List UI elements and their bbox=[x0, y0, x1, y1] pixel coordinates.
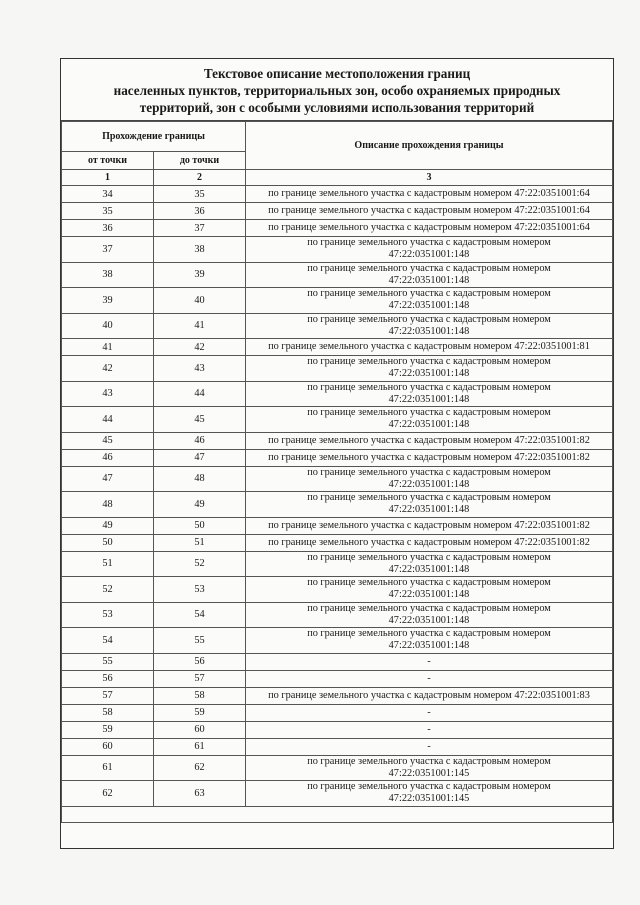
description-cell bbox=[246, 517, 613, 534]
description-line-1: по границе земельного участка с кадастровым номером 47:22:0351001:82 bbox=[268, 536, 590, 548]
description-cell bbox=[246, 466, 613, 492]
to-point-cell: 56 bbox=[154, 653, 246, 670]
description-cell bbox=[246, 534, 613, 551]
table-row bbox=[62, 653, 613, 670]
from-point-cell: 46 bbox=[62, 449, 154, 466]
from-point-cell: 60 bbox=[62, 738, 154, 755]
description-line-2: 47:22:0351001:145 bbox=[388, 793, 470, 805]
title-line-2: населенных пунктов, территориальных зон, особо охраняемых природных bbox=[113, 83, 561, 98]
description-cell bbox=[246, 602, 613, 628]
description-cell bbox=[246, 432, 613, 449]
description-cell bbox=[246, 237, 613, 263]
to-point-cell: 50 bbox=[154, 517, 246, 534]
description-line-2: 47:22:0351001:148 bbox=[388, 640, 470, 652]
description-line-1: по границе земельного участка с кадастровым номером 47:22:0351001:82 bbox=[268, 519, 590, 531]
description-line-1: по границе земельного участка с кадастровым номером bbox=[307, 466, 551, 478]
description-line-1: по границе земельного участка с кадастровым номером 47:22:0351001:82 bbox=[268, 434, 590, 446]
header-col-number-1: 1 bbox=[62, 170, 154, 186]
from-point-cell: 43 bbox=[62, 381, 154, 407]
description-line-2: 47:22:0351001:148 bbox=[388, 589, 470, 601]
table-row bbox=[62, 602, 613, 628]
description-line-2: 47:22:0351001:148 bbox=[388, 274, 470, 286]
description-cell bbox=[246, 407, 613, 433]
to-point-cell: 59 bbox=[154, 704, 246, 721]
from-point-cell: 59 bbox=[62, 721, 154, 738]
description-cell bbox=[246, 551, 613, 577]
description-cell bbox=[246, 628, 613, 654]
from-point-cell: 61 bbox=[62, 755, 154, 781]
to-point-cell: 55 bbox=[154, 628, 246, 654]
header-col-number-2: 2 bbox=[154, 170, 246, 186]
description-line-2: 47:22:0351001:148 bbox=[388, 325, 470, 337]
description-line-1: по границе земельного участка с кадастровым номером bbox=[307, 313, 551, 325]
header-from-point: от точки bbox=[62, 152, 154, 170]
to-point-cell: 54 bbox=[154, 602, 246, 628]
to-point-cell: 58 bbox=[154, 687, 246, 704]
description-line-1: по границе земельного участка с кадастровым номером 47:22:0351001:64 bbox=[268, 222, 590, 233]
description-cell bbox=[246, 262, 613, 288]
table-row bbox=[62, 220, 613, 237]
description-cell bbox=[246, 755, 613, 781]
description-line-2: 47:22:0351001:148 bbox=[388, 368, 470, 380]
table-row bbox=[62, 687, 613, 704]
from-point-cell: 50 bbox=[62, 534, 154, 551]
description-cell bbox=[246, 381, 613, 407]
description-line-2: 47:22:0351001:148 bbox=[388, 419, 470, 431]
from-point-cell: 34 bbox=[62, 186, 154, 203]
description-line-1: по границе земельного участка с кадастровым номером bbox=[307, 755, 551, 767]
from-point-cell: 36 bbox=[62, 220, 154, 237]
description-line-1: по границе земельного участка с кадастровым номером bbox=[307, 356, 551, 368]
to-point-cell: 43 bbox=[154, 356, 246, 382]
to-point-cell: 35 bbox=[154, 186, 246, 203]
table-row bbox=[62, 288, 613, 314]
description-line-2: 47:22:0351001:148 bbox=[388, 249, 470, 261]
description-cell bbox=[246, 687, 613, 704]
from-point-cell: 39 bbox=[62, 288, 154, 314]
header-boundary-group: Прохождение границы bbox=[62, 122, 246, 152]
description-line-2: 47:22:0351001:148 bbox=[388, 563, 470, 575]
title-line-1: Текстовое описание местоположения границ bbox=[203, 66, 471, 81]
description-line-2: 47:22:0351001:148 bbox=[388, 300, 470, 312]
table-row bbox=[62, 449, 613, 466]
from-point-cell: 62 bbox=[62, 781, 154, 807]
table-row bbox=[62, 407, 613, 433]
description-line-1: по границе земельного участка с кадастровым номером 47:22:0351001:82 bbox=[268, 451, 590, 463]
description-cell bbox=[246, 313, 613, 339]
table-row bbox=[62, 534, 613, 551]
to-point-cell: 37 bbox=[154, 220, 246, 237]
from-point-cell: 40 bbox=[62, 313, 154, 339]
from-point-cell: 35 bbox=[62, 203, 154, 220]
description-line-1: по границе земельного участка с кадастровым номером 47:22:0351001:64 bbox=[268, 205, 590, 216]
header-description: Описание прохождения границы bbox=[246, 122, 613, 170]
to-point-cell: 41 bbox=[154, 313, 246, 339]
to-point-cell: 47 bbox=[154, 449, 246, 466]
from-point-cell: 41 bbox=[62, 339, 154, 356]
description-line-1: по границе земельного участка с кадастровым номером bbox=[307, 602, 551, 614]
table-row bbox=[62, 381, 613, 407]
from-point-cell: 58 bbox=[62, 704, 154, 721]
from-point-cell: 37 bbox=[62, 237, 154, 263]
description-line-1: по границе земельного участка с кадастровым номером bbox=[307, 407, 551, 419]
description-cell bbox=[246, 577, 613, 603]
to-point-cell: 52 bbox=[154, 551, 246, 577]
to-point-cell: 63 bbox=[154, 781, 246, 807]
from-point-cell: 48 bbox=[62, 492, 154, 518]
description-line-2: 47:22:0351001:148 bbox=[388, 478, 470, 490]
table-row bbox=[62, 262, 613, 288]
description-cell bbox=[246, 203, 613, 220]
description-line-1: по границе земельного участка с кадастровым номером bbox=[307, 237, 551, 249]
header-to-point: до точки bbox=[154, 152, 246, 170]
from-point-cell: 55 bbox=[62, 653, 154, 670]
table-row bbox=[62, 466, 613, 492]
to-point-cell: 40 bbox=[154, 288, 246, 314]
description-line-1: по границе земельного участка с кадастровым номером bbox=[307, 262, 551, 274]
description-line-1: по границе земельного участка с кадастровым номером bbox=[307, 551, 551, 563]
description-cell bbox=[246, 492, 613, 518]
to-point-cell: 57 bbox=[154, 670, 246, 687]
table-row bbox=[62, 755, 613, 781]
description-cell bbox=[246, 186, 613, 203]
from-point-cell: 57 bbox=[62, 687, 154, 704]
table-row bbox=[62, 492, 613, 518]
to-point-cell: 44 bbox=[154, 381, 246, 407]
from-point-cell: 44 bbox=[62, 407, 154, 433]
from-point-cell: 45 bbox=[62, 432, 154, 449]
to-point-cell: 60 bbox=[154, 721, 246, 738]
table-row bbox=[62, 721, 613, 738]
description-line-1: - bbox=[427, 672, 431, 684]
to-point-cell: 38 bbox=[154, 237, 246, 263]
description-line-1: по границе земельного участка с кадастровым номером bbox=[307, 577, 551, 589]
from-point-cell: 51 bbox=[62, 551, 154, 577]
to-point-cell: 42 bbox=[154, 339, 246, 356]
table-row bbox=[62, 628, 613, 654]
table-row bbox=[62, 432, 613, 449]
description-line-2: 47:22:0351001:148 bbox=[388, 393, 470, 405]
title-line-3: территорий, зон с особыми условиями использования территорий bbox=[139, 100, 535, 115]
description-line-1: по границе земельного участка с кадастровым номером bbox=[307, 492, 551, 504]
description-line-1: - bbox=[427, 655, 431, 667]
description-line-1: по границе земельного участка с кадастровым номером 47:22:0351001:81 bbox=[268, 341, 590, 352]
from-point-cell: 42 bbox=[62, 356, 154, 382]
to-point-cell: 48 bbox=[154, 466, 246, 492]
table-row bbox=[62, 186, 613, 203]
table-row bbox=[62, 670, 613, 687]
from-point-cell: 56 bbox=[62, 670, 154, 687]
document-title bbox=[61, 59, 613, 121]
table-row bbox=[62, 203, 613, 220]
table-row bbox=[62, 237, 613, 263]
description-cell bbox=[246, 220, 613, 237]
table-row bbox=[62, 577, 613, 603]
description-cell bbox=[246, 721, 613, 738]
boundary-table bbox=[61, 121, 613, 823]
description-cell bbox=[246, 339, 613, 356]
table-row bbox=[62, 517, 613, 534]
description-line-1: по границе земельного участка с кадастровым номером bbox=[307, 628, 551, 640]
to-point-cell: 46 bbox=[154, 432, 246, 449]
to-point-cell: 39 bbox=[154, 262, 246, 288]
description-line-1: по границе земельного участка с кадастровым номером 47:22:0351001:64 bbox=[268, 188, 590, 199]
description-cell bbox=[246, 781, 613, 807]
description-line-1: - bbox=[427, 723, 431, 735]
from-point-cell: 47 bbox=[62, 466, 154, 492]
description-line-1: по границе земельного участка с кадастровым номером bbox=[307, 781, 551, 793]
description-line-1: по границе земельного участка с кадастровым номером bbox=[307, 288, 551, 300]
table-row bbox=[62, 313, 613, 339]
to-point-cell: 51 bbox=[154, 534, 246, 551]
description-line-1: по границе земельного участка с кадастровым номером bbox=[307, 381, 551, 393]
description-line-2: 47:22:0351001:148 bbox=[388, 614, 470, 626]
header-col-number-3: 3 bbox=[246, 170, 613, 186]
empty-row bbox=[62, 806, 613, 822]
description-line-1: по границе земельного участка с кадастровым номером 47:22:0351001:83 bbox=[268, 689, 590, 701]
table-body bbox=[62, 186, 613, 823]
to-point-cell: 36 bbox=[154, 203, 246, 220]
table-row bbox=[62, 339, 613, 356]
from-point-cell: 53 bbox=[62, 602, 154, 628]
document-page bbox=[60, 58, 614, 849]
from-point-cell: 38 bbox=[62, 262, 154, 288]
from-point-cell: 49 bbox=[62, 517, 154, 534]
to-point-cell: 53 bbox=[154, 577, 246, 603]
description-cell bbox=[246, 449, 613, 466]
description-cell bbox=[246, 670, 613, 687]
description-line-2: 47:22:0351001:148 bbox=[388, 504, 470, 516]
description-cell bbox=[246, 356, 613, 382]
table-row bbox=[62, 738, 613, 755]
table-row bbox=[62, 781, 613, 807]
to-point-cell: 62 bbox=[154, 755, 246, 781]
table-row bbox=[62, 551, 613, 577]
description-cell bbox=[246, 704, 613, 721]
table-row bbox=[62, 356, 613, 382]
from-point-cell: 52 bbox=[62, 577, 154, 603]
description-cell bbox=[246, 738, 613, 755]
empty-cell bbox=[62, 806, 613, 822]
table-row bbox=[62, 704, 613, 721]
description-line-1: - bbox=[427, 706, 431, 718]
description-line-2: 47:22:0351001:145 bbox=[388, 767, 470, 779]
to-point-cell: 49 bbox=[154, 492, 246, 518]
to-point-cell: 45 bbox=[154, 407, 246, 433]
to-point-cell: 61 bbox=[154, 738, 246, 755]
description-cell bbox=[246, 653, 613, 670]
description-line-1: - bbox=[427, 740, 431, 752]
from-point-cell: 54 bbox=[62, 628, 154, 654]
description-cell bbox=[246, 288, 613, 314]
